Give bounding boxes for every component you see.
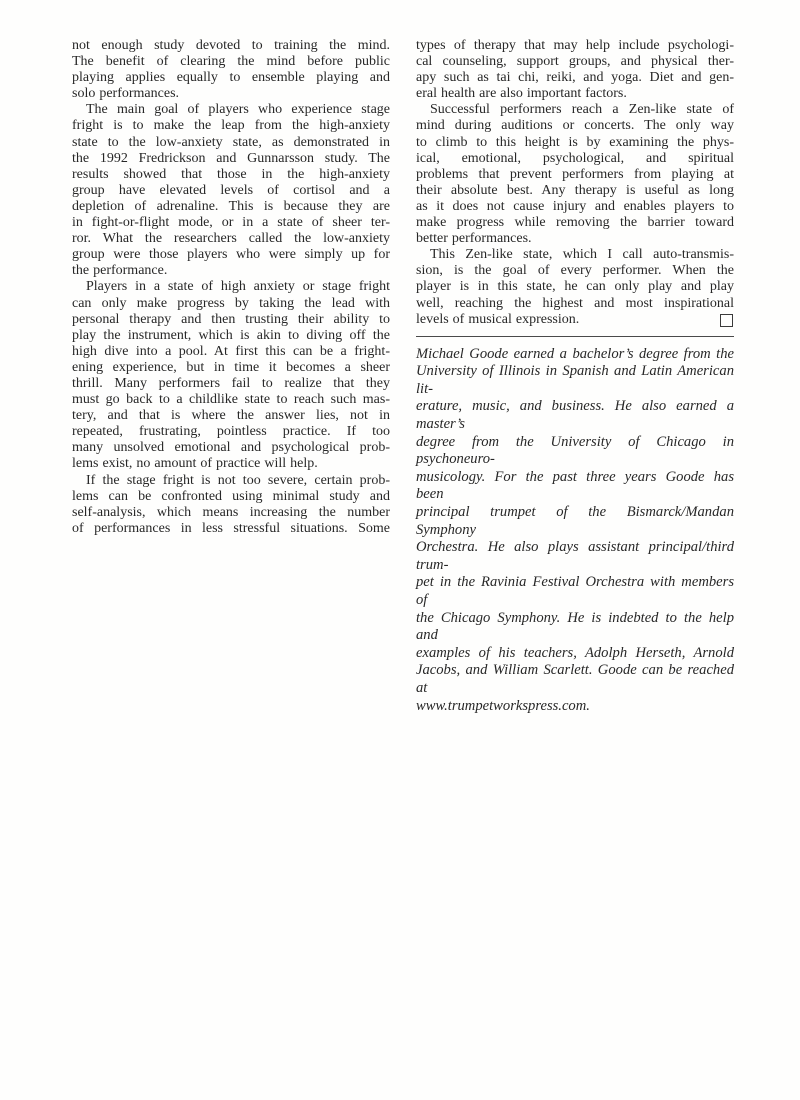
text-line: University of Illinois in Spanish and Latin American lit- [416, 363, 734, 397]
text-line: principal trumpet of the Bismarck/Mandan Symphony [416, 504, 734, 538]
text-line: musicology. For the past three years Goode has been [416, 468, 734, 503]
paragraph [72, 279, 390, 472]
text-line: The benefit of clearing the mind before public [72, 54, 390, 70]
two-column-text-block [72, 38, 734, 715]
text-line: group were those players who were simply up for [72, 247, 390, 263]
text-line: not enough study devoted to training the mind. [72, 38, 390, 53]
text-line: well, reaching the highest and most inspirational [416, 295, 734, 311]
text-line: lems exist, no amount of practice will help. [72, 456, 318, 472]
text-line: mind during auditions or concerts. The only way [416, 118, 734, 134]
text-line: Michael Goode earned a bachelor’s degree from the [416, 345, 734, 362]
text-line: Players in a state of high anxiety or stage fright [86, 279, 390, 295]
text-line: lems can be confronted using minimal study and [72, 488, 390, 504]
right-column [416, 38, 734, 715]
text-line: repeated, frustrating, pointless practice. If too [72, 424, 390, 440]
text-line: Jacobs, and William Scarlett. Goode can be reached at [416, 662, 734, 696]
paragraph [416, 102, 734, 247]
right-column-paragraphs [416, 38, 734, 328]
text-line: pet in the Ravinia Festival Orchestra with members of [416, 574, 734, 608]
text-line: Successful performers reach a Zen-like state of [430, 102, 734, 118]
text-line: better performances. [416, 231, 532, 247]
text-line: the performance. [72, 263, 168, 279]
text-line: If the stage fright is not too severe, certain prob- [86, 472, 390, 488]
text-line: sion, is the goal of every performer. When the [416, 263, 734, 279]
text-line: erature, music, and business. He also earned a master’s [416, 398, 734, 433]
bio-divider-rule [416, 336, 734, 337]
text-line: to climb to this height is by examining the phys- [416, 134, 734, 150]
paragraph [416, 247, 734, 327]
text-line: player is in this state, he can only play and play [416, 279, 734, 295]
text-line: levels of musical expression. [416, 312, 734, 328]
text-line: www.trumpetworkspress.com. [416, 697, 590, 714]
text-line: eral health are also important factors. [416, 86, 627, 102]
text-line: high dive into a pool. At first this can be a fright- [72, 343, 390, 359]
text-line: examples of his teachers, Adolph Herseth, Arnold [416, 644, 734, 661]
left-column [72, 38, 390, 715]
text-line: personal therapy and then trusting their ability to [72, 311, 390, 327]
text-line: depletion of adrenaline. This is because they are [72, 198, 390, 214]
text-line: ror. What the researchers called the low-anxiety [72, 231, 390, 247]
paragraph [72, 473, 390, 537]
author-bio [416, 346, 734, 715]
text-line: as it does not cause injury and enables players to [416, 198, 734, 214]
text-line: thrill. Many performers fail to realize that they [72, 375, 390, 391]
text-line: group have elevated levels of cortisol and a [72, 182, 390, 198]
text-line: ening experience, but in time it becomes a sheer [72, 359, 390, 375]
text-line: play the instrument, which is akin to diving off the [72, 327, 390, 343]
text-line: solo performances. [72, 86, 180, 102]
text-line: of performances in less stressful situations. Some [72, 520, 390, 536]
text-line: the Chicago Symphony. He is indebted to the help and [416, 609, 734, 644]
text-line: tery, and that is where the answer lies, not in [72, 408, 390, 424]
text-line: make progress while removing the barrier toward [416, 215, 734, 231]
text-line: self-analysis, which means increasing the number [72, 504, 390, 520]
text-line: the 1992 Fredrickson and Gunnarsson study. The [72, 150, 390, 166]
text-line: results showed that those in the high-anxiety [72, 166, 390, 182]
text-line: Orchestra. He also plays assistant principal/third trum- [416, 539, 734, 573]
paragraph [72, 38, 390, 102]
text-line: fright is to make the leap from the high-anxiety [72, 118, 390, 134]
text-line: types of therapy that may help include psychologi- [416, 38, 734, 53]
text-line: ical, emotional, psychological, and spiritual [416, 150, 734, 166]
text-line: This Zen-like state, which I call auto-transmis- [430, 247, 734, 263]
paragraph [416, 346, 734, 715]
paragraph [72, 102, 390, 279]
paragraph [416, 38, 734, 102]
text-line: many unsolved emotional and psychological prob- [72, 440, 390, 456]
text-line: state to the low-anxiety state, as demonstrated in [72, 134, 390, 150]
text-line: problems that prevent performers from playing at [416, 166, 734, 182]
text-line: degree from the University of Chicago in psychoneuro- [416, 433, 734, 468]
text-line: can only make progress by taking the lead with [72, 295, 390, 311]
text-line: playing applies equally to ensemble playing and [72, 70, 390, 86]
text-line: must go back to a childlike state to reach such mas- [72, 392, 390, 408]
text-line: The main goal of players who experience stage [86, 102, 390, 118]
text-line: their absolute best. Any therapy is useful as long [416, 182, 734, 198]
text-line: apy such as tai chi, reiki, and yoga. Diet and gen- [416, 70, 734, 86]
text-line: in fight-or-flight mode, or in a state of sheer ter- [72, 215, 390, 231]
end-of-article-icon [720, 314, 733, 327]
text-line: cal counseling, support groups, and physical ther- [416, 54, 734, 70]
